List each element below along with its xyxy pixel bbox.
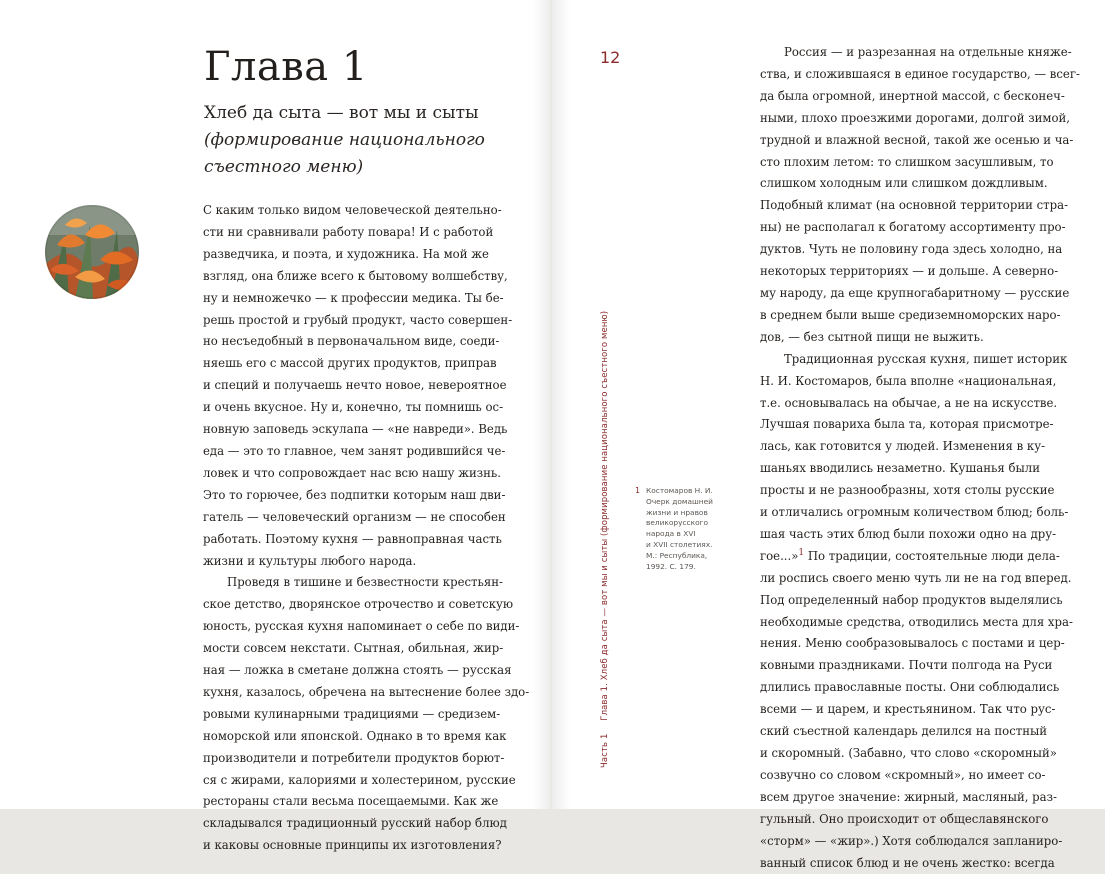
text-fragment: По традиции, состоятельные люди дела-	[804, 548, 1060, 563]
left-body-text	[203, 200, 530, 857]
text-line: Россия — и разрезанная на отдельные княже-	[784, 45, 1072, 59]
text-line: лась, как готовится у людей. Изменения в ку-	[760, 439, 1046, 454]
text-line: взгляд, она ближе всего к бытовому волшебству,	[203, 268, 508, 283]
text-line: разведчика, и поэта, и художника. На мой же	[203, 246, 489, 261]
text-line: рестораны стали весьма посещаемыми. Как же	[203, 794, 499, 809]
text-line: производители и потребители продуктов борют-	[203, 750, 505, 765]
chapter-title: Глава 1	[204, 44, 368, 90]
text-line: созвучно со словом «скромный», но имеет со-	[760, 767, 1046, 782]
text-line: дуктов. Чуть не половину года здесь холодно, на	[760, 242, 1063, 257]
text-line: «сторм» — «жир».) Хотя соблюдался запланиро-	[760, 833, 1063, 848]
text-line: и отличались огромным количеством блюд; боль-	[760, 505, 1069, 520]
text-line: Н. И. Костомаров, была вполне «национальная,	[760, 373, 1057, 388]
text-line: кухня, казалось, обречена на вытеснение более здо-	[203, 684, 530, 699]
lily-painting-illustration	[45, 205, 139, 299]
footnote-line: Костомаров Н. И.	[646, 486, 713, 495]
text-line: ковными праздниками. Почти полгода на Руси	[760, 658, 1053, 673]
footnote	[635, 486, 746, 572]
text-line: ная — ложка в сметане должна стоять — русская	[203, 663, 512, 678]
text-line: ловек и что сопровождает нас всю нашу жизнь.	[203, 465, 501, 480]
text-line: сто плохим летом: то слишком засушливым, то	[760, 154, 1054, 169]
text-line: дов, — без сытной пищи не выжить.	[760, 329, 984, 344]
text-line: Это то горючее, без подпитки которым наш дви-	[203, 487, 506, 502]
text-line: да была огромной, инертной массой, с бесконеч-	[760, 88, 1065, 103]
text-line: но несъедобный в первоначальном виде, соеди-	[203, 334, 500, 349]
text-line: Под определенный набор продуктов выделялись	[760, 592, 1063, 607]
text-line: му народу, да еще крупногабаритному — русские	[760, 285, 1070, 300]
text-line: просты и не разнообразны, хотя столы русские	[760, 483, 1055, 498]
gutter-shadow	[552, 0, 570, 809]
text-line: шая часть этих блюд были похожи одно на дру-	[760, 526, 1057, 541]
subtitle-line: (формирование национального	[204, 130, 485, 150]
text-line: номорской или японской. Однако в то время как	[203, 728, 507, 743]
footnote-line: 1992. С. 179.	[646, 561, 696, 571]
text-line: мости совсем некстати. Сытная, обильная, жир-	[203, 641, 504, 656]
text-line: няешь его с массой других продуктов, приправ	[203, 356, 497, 371]
text-line: ванный список блюд и не очень жестко: всегда	[760, 855, 1055, 870]
text-line: шаньях вводились незаметно. Кушанья были	[760, 461, 1041, 476]
footnote-line: и XVII столетиях.	[646, 539, 713, 549]
footnote-line: народа в XVI	[646, 529, 696, 539]
text-line: ства, и сложившаяся в единое государство, — всег-	[760, 66, 1080, 81]
text-line: ну и немножечко — к профессии медика. Ты бе-	[203, 290, 504, 305]
text-line: складывался традиционный русский набор блюд	[203, 816, 507, 831]
text-line: и специй и получаешь нечто новое, невероятное	[203, 378, 507, 393]
text-line: Подобный климат (на основной территории стра-	[760, 198, 1069, 213]
text-line: работать. Поэтому кухня — равноправная часть	[203, 531, 502, 546]
subtitle-line: съестного меню)	[204, 157, 364, 177]
text-line: гульный. Оно происходит от общеславянского	[760, 811, 1049, 826]
running-head	[600, 311, 610, 768]
text-line: юность, русская кухня напоминает о себе по види-	[203, 619, 520, 634]
text-line: слишком холодным или слишком дождливым.	[760, 176, 1048, 191]
running-head-chapter: Глава 1. Хлеб да сыта — вот мы и сыты (формирование национального съестного меню)	[600, 310, 610, 721]
text-line: и очень вкусное. Ну и, конечно, ты помнишь ос-	[203, 400, 504, 415]
text-fragment: гое...»	[760, 548, 799, 563]
text-line: решь простой и грубый продукт, часто совершен-	[203, 312, 513, 327]
footnote-text	[646, 486, 746, 572]
text-line: всеми — и царем, и крестьянином. Так что рус-	[760, 702, 1056, 717]
text-line: нения. Меню сообразовывалось с постами и цер-	[760, 636, 1065, 651]
text-line: т.е. основывалась на обычае, а не на искусстве.	[760, 395, 1058, 410]
text-line: новную заповедь эскулапа — «не навреди». Ведь	[203, 422, 508, 437]
text-line: всем другое значение: жирный, масляный, раз-	[760, 789, 1057, 804]
footnote-line: великорусского	[646, 518, 708, 528]
text-line: и скоромный. (Забавно, что слово «скоромный»	[760, 746, 1057, 760]
right-body-text	[760, 42, 1080, 874]
text-line: и каковы основные принципы их изготовления?	[203, 838, 502, 853]
text-line: сти ни сравнивали работу повара! И с работой	[203, 224, 494, 239]
text-line: необходимые средства, отводились места для хра-	[760, 614, 1073, 629]
left-page	[0, 0, 550, 853]
text-line: в среднем были выше средиземноморских наро-	[760, 307, 1061, 322]
text-line: ся с жирами, калориями и холестерином, русские	[203, 772, 516, 787]
text-line: трудной и влажной весной, такой же осенью и ча-	[760, 132, 1074, 147]
page-number: 12	[600, 48, 621, 67]
text-line: ли роспись своего меню чуть ли не на год вперед.	[760, 570, 1072, 585]
footnote-number: 1	[635, 486, 641, 495]
gutter-shadow	[532, 0, 550, 809]
chapter-subtitle	[204, 100, 524, 181]
footnote-line: жизни и нравов	[646, 507, 708, 517]
footnote-line: Очерк домашней	[646, 496, 713, 506]
text-line: ными, плохо проезжими дорогами, долгой зимой,	[760, 110, 1071, 125]
text-line: Проведя в тишине и безвестности крестьян-	[227, 575, 503, 590]
text-line: С каким только видом человеческой деятельно-	[203, 203, 502, 217]
text-line: Традиционная русская кухня, пишет историк	[784, 351, 1068, 366]
subtitle-line: Хлеб да сыта — вот мы и сыты	[204, 103, 479, 123]
text-line	[760, 546, 1060, 568]
text-line: ровыми кулинарными традициями — средизем-	[203, 706, 501, 721]
footnote-ref[interactable]: 1	[798, 547, 805, 558]
running-head-part: Часть 1	[600, 733, 610, 768]
text-line: ны) не располагал к богатому ассортименту про-	[760, 220, 1066, 235]
text-line: гатель — человеческий организм — не способен	[203, 509, 506, 524]
text-line: ское детство, дворянское отрочество и советскую	[203, 597, 514, 612]
text-line: некоторых территориях — и дольше. А северно-	[760, 264, 1059, 279]
text-line: жизни и культуры любого народа.	[203, 553, 417, 568]
text-line: ский съестной календарь делился на постный	[760, 724, 1048, 739]
text-line: еда — это то главное, чем занят родившийся че-	[203, 443, 506, 458]
text-line: длились православные посты. Они соблюдались	[760, 680, 1060, 695]
text-line: Лучшая повариха была та, которая присмотре-	[760, 417, 1054, 432]
footnote-line: М.: Республика,	[646, 550, 708, 560]
